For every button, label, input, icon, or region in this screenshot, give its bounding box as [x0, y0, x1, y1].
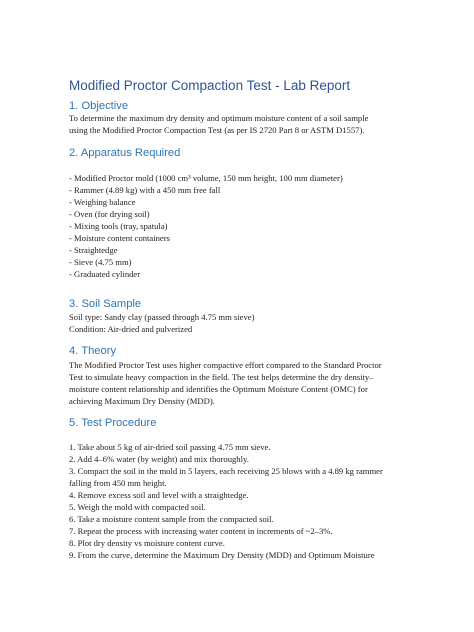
theory-line: Test to simulate heavy compaction in the field. The test helps determine the dry density– — [69, 372, 374, 382]
procedure-line: 7. Repeat the process with increasing water content in increments of ~2–3%. — [69, 526, 333, 536]
objective-line: To determine the maximum dry density and optimum moisture content of a soil sample — [69, 113, 369, 123]
soil-sample-heading: 3. Soil Sample — [69, 298, 142, 310]
theory-line: The Modified Proctor Test uses higher compactive effort compared to the Standard Proctor — [69, 360, 382, 370]
soil-sample-line: Condition: Air-dried and pulverized — [69, 324, 193, 334]
list-item: - Weighing balance — [69, 197, 136, 207]
soil-sample-text — [69, 311, 254, 335]
soil-sample-line: Soil type: Sandy clay (passed through 4.75 mm sieve) — [69, 312, 255, 322]
theory-line: achieving Maximum Dry Density (MDD). — [69, 396, 215, 406]
theory-heading: 4. Theory — [69, 345, 117, 357]
objective-text — [69, 112, 368, 136]
list-item: - Rammer (4.89 kg) with a 450 mm free fall — [69, 185, 221, 195]
apparatus-heading: 2. Apparatus Required — [69, 147, 181, 159]
list-item: - Graduated cylinder — [69, 269, 141, 279]
theory-text — [69, 359, 382, 407]
procedure-line: 8. Plot dry density vs moisture content curve. — [69, 538, 225, 548]
list-item: - Sieve (4.75 mm) — [69, 257, 132, 267]
apparatus-list — [69, 172, 343, 280]
procedure-line: 1. Take about 5 kg of air-dried soil passing 4.75 mm sieve. — [69, 442, 271, 452]
objective-line: using the Modified Proctor Compaction Test (as per IS 2720 Part 8 or ASTM D1557). — [69, 125, 365, 135]
objective-heading: 1. Objective — [69, 100, 129, 112]
page-title: Modified Proctor Compaction Test - Lab Report — [69, 78, 351, 93]
procedure-line: falling from 450 mm height. — [69, 478, 167, 488]
theory-line: moisture content relationship and identifies the Optimum Moisture Content (OMC) for — [69, 384, 368, 394]
procedure-text — [69, 441, 383, 561]
list-item: - Mixing tools (tray, spatula) — [69, 221, 168, 231]
procedure-heading: 5. Test Procedure — [69, 417, 157, 429]
procedure-line: 5. Weigh the mold with compacted soil. — [69, 502, 206, 512]
procedure-line: 4. Remove excess soil and level with a straightedge. — [69, 490, 249, 500]
list-item: - Moisture content containers — [69, 233, 170, 243]
procedure-line: 9. From the curve, determine the Maximum Dry Density (MDD) and Optimum Moisture — [69, 550, 375, 560]
procedure-line: 6. Take a moisture content sample from the compacted soil. — [69, 514, 274, 524]
list-item: - Oven (for drying soil) — [69, 209, 150, 219]
list-item: - Modified Proctor mold (1000 cm³ volume, 150 mm height, 100 mm diameter) — [69, 173, 343, 183]
list-item: - Straightedge — [69, 245, 118, 255]
procedure-line: 3. Compact the soil in the mold in 5 layers, each receiving 25 blows with a 4.89 kg rammer — [69, 466, 383, 476]
procedure-line: 2. Add 4–6% water (by weight) and mix thoroughly. — [69, 454, 249, 464]
